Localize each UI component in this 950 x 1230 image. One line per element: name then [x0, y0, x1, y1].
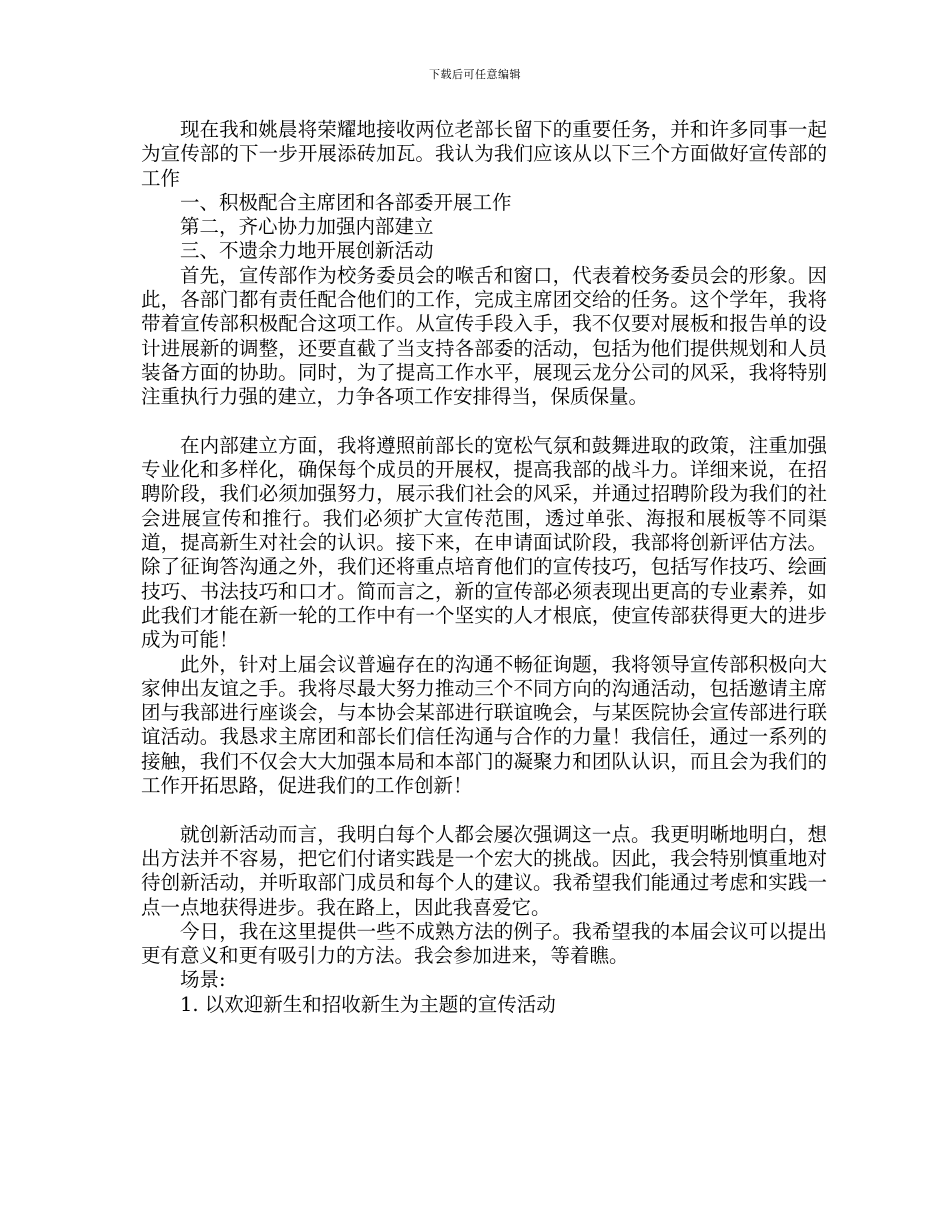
paragraph-point-three: 三、不遗余力地开展创新活动 — [180, 239, 434, 263]
document-body — [141, 118, 827, 1017]
paragraph-intro: 现在我和姚晨将荣耀地接收两位老部长留下的重要任务，并和许多同事一起为宣传部的下一步开展添砖加瓦。我认为我们应该从以下三个方面做好宣传部的工作 — [141, 118, 827, 190]
page-header-note: 下载后可任意编辑 — [429, 68, 521, 81]
paragraph-scenario-label: 场景: — [180, 968, 226, 992]
paragraph-point-two: 第二，齐心协力加强内部建立 — [180, 215, 434, 239]
paragraph-internal-building: 在内部建立方面，我将遵照前部长的宽松气氛和鼓舞进取的政策，注重加强专业化和多样化，确保每个成员的开展权，提高我部的战斗力。详细来说，在招聘阶段，我们必须加强努力，展示我们社会的风采，并通过招聘阶段为我们的社会进展宣传和推行。我们必须扩大宣传范围，透过单张、海报和展板等不同渠道，提高新生对社会的认识。接下来，在申请面试阶段，我部将创新评估方法。除了征询答沟通之外，我们还将重点培育他们的宣传技巧，包括写作技巧、绘画技巧、书法技巧和口才。简而言之，新的宣传部必须表现出更高的专业素养，如此我们才能在新一轮的工作中有一个坚实的人才根底，使宣传部获得更大的进步成为可能！ — [141, 433, 827, 652]
paragraph-today: 今日，我在这里提供一些不成熟方法的例子。我希望我的本届会议可以提出更有意义和更有吸引力的方法。我会参加进来，等着瞧。 — [141, 919, 827, 968]
paragraph-first-section: 首先，宣传部作为校务委员会的喉舌和窗口，代表着校务委员会的形象。因此，各部门都有责任配合他们的工作，完成主席团交给的任务。这个学年，我将带着宣传部积极配合这项工作。从宣传手段入手，我不仅要对展板和报告单的设计进展新的调整，还要直截了当支持各部委的活动，包括为他们提供规划和人员装备方面的协助。同时，为了提高工作水平，展现云龙分公司的风采，我将特别注重执行力强的建立，力争各项工作安排得当，保质保量。 — [141, 263, 827, 409]
paragraph-scenario-item-1: 1. 以欢迎新生和招收新生为主题的宣传活动 — [180, 992, 556, 1016]
paragraph-innovation: 就创新活动而言，我明白每个人都会屡次强调这一点。我更明晰地明白，想出方法并不容易，把它们付诸实践是一个宏大的挑战。因此，我会特别慎重地对待创新活动，并听取部门成员和每个人的建议。我希望我们能通过考虑和实践一点一点地获得进步。我在路上，因此我喜爱它。 — [141, 822, 827, 919]
paragraph-point-one: 一、积极配合主席团和各部委开展工作 — [180, 190, 512, 214]
paragraph-communication: 此外，针对上届会议普遍存在的沟通不畅征询题，我将领导宣传部积极向大家伸出友谊之手。我将尽最大努力推动三个不同方向的沟通活动，包括邀请主席团与我部进行座谈会，与本协会某部进行联谊晚会，与某医院协会宣传部进行联谊活动。我恳求主席团和部长们信任沟通与合作的力量！我信任，通过一系列的接触，我们不仅会大大加强本局和本部门的凝聚力和团队认识，而且会为我们的工作开拓思路，促进我们的工作创新！ — [141, 652, 827, 798]
